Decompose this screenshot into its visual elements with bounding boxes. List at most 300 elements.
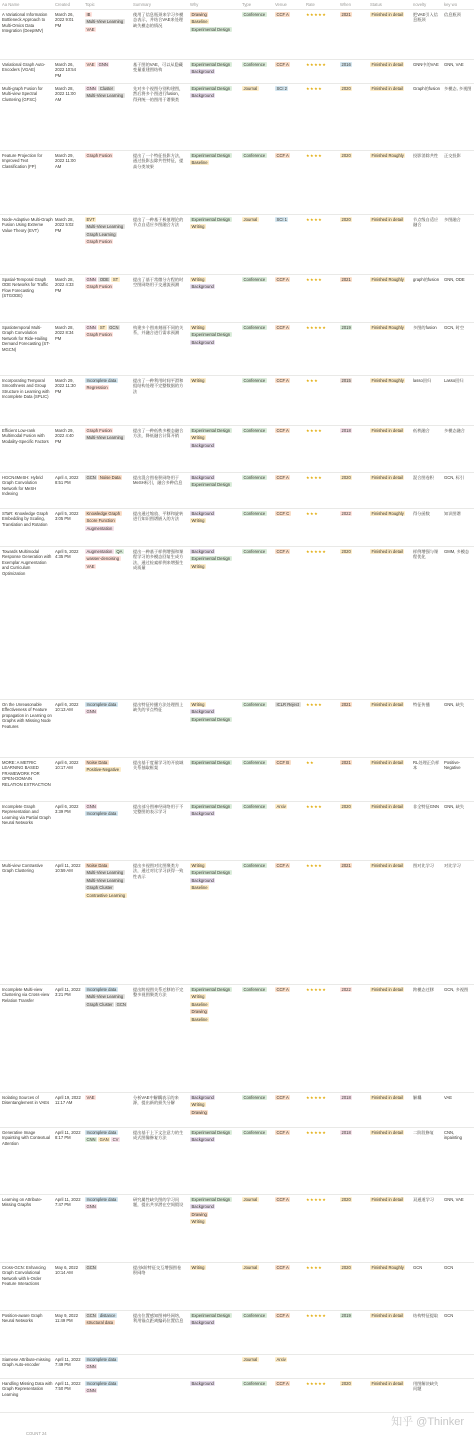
row-why[interactable] <box>190 428 238 450</box>
row-type[interactable] <box>242 1381 269 1388</box>
row-created: April 11, 2022 7:47 PM <box>55 1197 81 1208</box>
row-when[interactable] <box>340 1313 364 1320</box>
why-tag: Experimental Design <box>191 716 231 722</box>
why-tag: Experimental Design <box>191 804 231 809</box>
col-why[interactable]: Why <box>190 2 199 8</box>
row-venue[interactable] <box>275 153 304 160</box>
status-tag: Finished in detail <box>371 804 403 809</box>
when-tag: 2015 <box>341 378 351 383</box>
row-status[interactable] <box>370 987 410 994</box>
row-why[interactable] <box>190 760 238 767</box>
row-venue[interactable] <box>275 378 304 385</box>
row-topic[interactable] <box>85 428 130 443</box>
row-topic[interactable] <box>85 987 130 1009</box>
row-when[interactable] <box>340 12 364 19</box>
row-topic[interactable] <box>85 863 130 900</box>
col-venue[interactable]: Venue <box>275 2 287 8</box>
status-tag: Finished Roughly <box>371 325 404 330</box>
row-created: May 9, 2022 11:49 PM <box>55 1313 79 1324</box>
row-rate[interactable]: ★★★★ <box>306 153 323 158</box>
row-rate[interactable]: ★★★★★ <box>306 1095 327 1100</box>
why-tag: Experimental Design <box>191 1313 231 1318</box>
col-name[interactable]: Aa Name <box>2 2 20 8</box>
row-why[interactable] <box>190 1095 238 1117</box>
row-status[interactable] <box>370 475 410 482</box>
when-tag: 2021 <box>341 760 351 765</box>
row-status[interactable] <box>370 428 410 435</box>
table-row[interactable] <box>0 1092 474 1128</box>
row-topic[interactable] <box>85 153 130 160</box>
row-name[interactable]: Efficient Low-rank Multimodal Fusion with Modality-Specific Factors <box>2 428 49 444</box>
table-row[interactable] <box>0 860 474 985</box>
topic-tag: Incomplete data <box>86 987 117 992</box>
row-venue[interactable] <box>275 62 304 69</box>
row-summary: 提出通过缩放、平移和旋转进行知识图谱嵌入的方法 <box>133 511 184 522</box>
row-name[interactable]: Spatial-Temporal Graph ODE Networks for Traffic Flow Forecasting (STGODE) <box>2 277 49 299</box>
row-topic[interactable] <box>85 702 130 717</box>
row-status[interactable] <box>370 863 410 870</box>
row-summary: 提出跨视图关系迁移的不完整多视图聚类方法 <box>133 987 184 998</box>
row-novelty: 用图解决缺失问题 <box>413 1381 439 1392</box>
row-rate[interactable]: ★★★★ <box>306 86 323 91</box>
row-name[interactable]: MORE: A METRIC LEARNING BASED FRAMEWORK FOR OPEN-DOMAIN RELATION EXTRACTION <box>2 760 51 787</box>
row-name[interactable]: On the Unreasonable Effectiveness of Feature propagation in Learning on Graphs with Missing Node Features <box>2 702 52 729</box>
row-created: April 6, 2022 3:39 PM <box>55 804 79 815</box>
row-type[interactable] <box>242 378 269 385</box>
venue-tag: CCF A <box>276 1381 289 1386</box>
table-row[interactable] <box>0 1310 474 1355</box>
row-status[interactable] <box>370 325 410 332</box>
row-rate[interactable]: ★★★★ <box>306 217 323 222</box>
why-tag: Writing <box>191 378 205 383</box>
row-why[interactable] <box>190 1130 238 1145</box>
row-name[interactable]: Feature Projection for Improved Text Classification (FP) <box>2 153 43 169</box>
row-name[interactable]: Incomplete Multi-view Clustering via Cross-view Relation Transfer <box>2 987 50 1003</box>
row-status[interactable] <box>370 1095 410 1102</box>
row-topic[interactable] <box>85 86 130 101</box>
row-rate[interactable]: ★★★★★ <box>306 1197 327 1202</box>
why-tag: Background <box>191 1320 214 1326</box>
row-why[interactable] <box>190 12 238 34</box>
type-tag: Conference <box>243 325 266 330</box>
table-row[interactable] <box>0 9 474 60</box>
why-tag: Experimental Design <box>191 153 231 158</box>
row-why[interactable] <box>190 863 238 893</box>
row-rate[interactable]: ★★★★ <box>306 277 323 282</box>
topic-tag: Incomplete data <box>86 702 117 707</box>
row-type[interactable] <box>242 12 269 19</box>
when-tag: 2020 <box>341 475 351 480</box>
topic-tag: Multi-View Learning <box>86 224 124 230</box>
row-when[interactable] <box>340 153 364 160</box>
table-row[interactable] <box>0 214 474 275</box>
row-venue[interactable] <box>275 549 304 556</box>
row-summary: 提出k阶特征交互增强图卷积网络 <box>133 1265 182 1276</box>
row-venue[interactable] <box>275 428 304 435</box>
row-status[interactable] <box>370 1265 410 1272</box>
row-when[interactable] <box>340 702 364 709</box>
topic-tag: Score Function <box>86 518 115 524</box>
row-when[interactable] <box>340 511 364 518</box>
row-status[interactable] <box>370 86 410 93</box>
row-rate[interactable]: ★★★★★ <box>306 12 327 17</box>
table-row[interactable] <box>0 984 474 1093</box>
row-keywords <box>444 1381 472 1409</box>
row-novelty: 把VAE引入信息瓶颈 <box>413 12 438 23</box>
row-name[interactable]: Incorporating Temporal Smoothness and Group Structure in Learning with Incomplete Data (SPLIC) <box>2 378 50 400</box>
row-venue[interactable] <box>275 1130 304 1137</box>
row-rate[interactable]: ★★★★ <box>306 702 323 707</box>
row-rate[interactable]: ★★★★★ <box>306 549 327 554</box>
table-row[interactable] <box>0 375 474 426</box>
row-type[interactable] <box>242 1197 269 1204</box>
row-venue[interactable] <box>275 1381 304 1388</box>
row-summary: 提出部分图神经网络用于不完整图的表示学习 <box>133 804 184 815</box>
table-row[interactable] <box>0 1378 474 1413</box>
row-venue[interactable] <box>275 1265 304 1272</box>
table-row[interactable] <box>0 274 474 323</box>
row-novelty: 图对比学习 <box>413 863 434 868</box>
table-row[interactable] <box>0 83 474 151</box>
row-when[interactable] <box>340 863 364 870</box>
why-tag: Drawing <box>191 1009 207 1015</box>
row-status[interactable] <box>370 1197 410 1204</box>
table-row[interactable] <box>0 699 474 758</box>
row-why[interactable] <box>190 217 238 232</box>
row-when[interactable] <box>340 62 364 69</box>
row-summary <box>133 1381 184 1409</box>
status-tag: Finished in detail <box>371 1381 403 1386</box>
row-why[interactable] <box>190 1313 238 1328</box>
row-rate[interactable]: ★★★★ <box>306 475 323 480</box>
row-keywords: GNN, ODE <box>444 277 465 282</box>
row-type[interactable] <box>242 987 269 994</box>
col-type[interactable]: Type <box>242 2 252 8</box>
row-venue[interactable] <box>275 12 304 19</box>
row-created: April 11, 2022 10:59 AM <box>55 863 81 874</box>
row-name[interactable]: Learning on Attribute-Missing Graphs <box>2 1197 43 1208</box>
row-keywords: GNN, 缺失 <box>444 804 465 809</box>
row-why[interactable] <box>190 378 238 385</box>
row-why[interactable] <box>190 153 238 168</box>
topic-tag: GCN <box>86 1313 96 1318</box>
row-rate[interactable]: ★★★★★ <box>306 325 327 330</box>
why-tag: Background <box>191 1095 214 1100</box>
row-why[interactable] <box>190 475 238 490</box>
row-type[interactable] <box>242 1357 269 1364</box>
row-venue[interactable] <box>275 511 304 518</box>
row-keywords: GCN, 多视图 <box>444 987 469 992</box>
row-rate[interactable]: ★★★ <box>306 511 319 516</box>
row-name[interactable]: Handling Missing Data with Graph Representation Learning <box>2 1381 53 1397</box>
topic-tag: Augmentation <box>86 525 113 531</box>
row-venue[interactable] <box>275 863 304 870</box>
venue-tag: CCF B <box>276 760 290 765</box>
row-when[interactable] <box>340 378 364 385</box>
row-novelty: 解耦 <box>413 1095 422 1100</box>
row-keywords: GNN, VAE <box>444 1197 464 1202</box>
row-topic[interactable] <box>85 1381 130 1396</box>
col-created[interactable]: Created <box>55 2 70 8</box>
row-when[interactable] <box>340 217 364 224</box>
row-type[interactable] <box>242 760 269 767</box>
row-rate[interactable]: ★★★★★ <box>306 987 327 992</box>
topic-tag: Augmentation <box>86 549 113 554</box>
row-topic[interactable] <box>85 325 130 340</box>
row-topic[interactable] <box>85 760 130 775</box>
topic-tag: Multi-View Learning <box>86 435 124 441</box>
table-row[interactable] <box>0 322 474 376</box>
type-tag: Journal <box>243 86 258 91</box>
row-name[interactable]: Multi-view Contrastive Graph Clustering <box>2 863 43 874</box>
row-name[interactable]: Siamese Attribute-missing Graph Auto-encoder <box>2 1357 51 1368</box>
row-status[interactable] <box>370 702 410 709</box>
row-novelty: 投影消除共性 <box>413 153 439 158</box>
row-venue[interactable] <box>275 86 304 93</box>
row-type[interactable] <box>242 277 269 284</box>
row-type[interactable] <box>242 804 269 811</box>
row-type[interactable] <box>242 86 269 93</box>
row-summary: 使用了信息瓶颈来学习多模态表示，并结合VAE来处理缺失模态的情况 <box>133 12 184 28</box>
row-when[interactable] <box>340 86 364 93</box>
row-novelty: 得分函数 <box>413 511 430 516</box>
row-name[interactable]: Position-aware Graph Neural Networks <box>2 1313 43 1324</box>
row-status[interactable] <box>370 1381 410 1388</box>
row-venue[interactable] <box>275 1357 304 1364</box>
row-when[interactable] <box>340 804 364 811</box>
table-row[interactable] <box>0 546 474 700</box>
row-topic[interactable] <box>85 217 130 247</box>
row-novelty: 非全特征GNN <box>413 804 440 809</box>
row-type[interactable] <box>242 325 269 332</box>
row-name[interactable]: Cross-GCN: Enhancing Graph Convolutional Network with k-Order Feature Interactions <box>2 1265 46 1287</box>
row-type[interactable] <box>242 475 269 482</box>
row-when[interactable] <box>340 475 364 482</box>
row-name[interactable]: Isolating Sources of Disentanglement in VAEs <box>2 1095 50 1106</box>
row-why[interactable] <box>190 325 238 347</box>
status-tag: Finished in detail <box>371 702 403 707</box>
status-tag: Finished in detail <box>371 1313 403 1318</box>
row-when[interactable] <box>340 987 364 994</box>
table-row[interactable] <box>0 757 474 802</box>
col-status[interactable]: Status <box>370 2 382 8</box>
row-status[interactable] <box>370 549 410 556</box>
row-status[interactable] <box>370 217 410 224</box>
row-venue[interactable] <box>275 987 304 994</box>
row-venue[interactable] <box>275 277 304 284</box>
row-topic[interactable] <box>85 475 130 482</box>
row-topic[interactable] <box>85 549 130 571</box>
row-topic[interactable] <box>85 804 130 819</box>
row-name[interactable]: Generative Image Inpainting with Contextual Attention <box>2 1130 50 1146</box>
col-when[interactable]: When <box>340 2 351 8</box>
topic-tag: Knowledge Graph <box>86 511 121 516</box>
row-venue[interactable] <box>275 325 304 332</box>
row-status[interactable] <box>370 804 410 811</box>
row-name[interactable]: STaR: Knowledge Graph Embedding by Scaling, Translation and Rotation <box>2 511 49 527</box>
row-rate[interactable]: ★★★★ <box>306 804 323 809</box>
row-summary: 提出基于上下文注意力的生成式图像修复方法 <box>133 1130 184 1141</box>
col-summary[interactable]: Summary <box>133 2 151 8</box>
row-when[interactable] <box>340 549 364 556</box>
row-name[interactable]: Node-Adaptive Multi-Graph Fusion Using Extreme Value Theory (EVT) <box>2 217 53 233</box>
topic-tag: CV <box>112 1137 119 1143</box>
row-rate[interactable]: ★★★★★ <box>306 1130 327 1135</box>
row-status[interactable] <box>370 153 410 160</box>
row-status[interactable] <box>370 511 410 518</box>
row-topic[interactable] <box>85 511 130 533</box>
row-novelty: 特征传播 <box>413 702 430 707</box>
row-status[interactable] <box>370 277 410 284</box>
row-when[interactable] <box>340 1197 364 1204</box>
row-type[interactable] <box>242 62 269 69</box>
table-row[interactable] <box>0 801 474 861</box>
venue-tag: CCF A <box>276 863 289 868</box>
row-venue[interactable] <box>275 1095 304 1102</box>
row-name[interactable]: Variational Graph Auto-Encoders (VGAE) <box>2 62 46 73</box>
col-rate[interactable]: Rate <box>306 2 315 8</box>
when-tag: 2018 <box>341 1095 351 1100</box>
row-why[interactable] <box>190 62 238 77</box>
row-name[interactable]: HGCN4MeSH: Hybrid Graph Convolution Network for MeSH Indexing <box>2 475 43 497</box>
row-venue[interactable] <box>275 1313 304 1320</box>
row-name[interactable]: Towards Multimodal Response Generation with Exemplar Augmentation and Curriculum Optimization <box>2 549 52 576</box>
row-why[interactable] <box>190 549 238 571</box>
row-topic[interactable] <box>85 378 130 393</box>
row-created: April 11, 2022 7:49 PM <box>55 1357 81 1368</box>
row-status[interactable] <box>370 1130 410 1137</box>
row-novelty: 二阶段修复 <box>413 1130 434 1135</box>
row-type[interactable] <box>242 549 269 556</box>
row-why[interactable] <box>190 1381 238 1388</box>
row-rate[interactable]: ★★★★ <box>306 428 323 433</box>
row-why[interactable] <box>190 1265 238 1272</box>
table-row[interactable] <box>0 425 474 473</box>
row-venue[interactable] <box>275 475 304 482</box>
row-rate[interactable]: ★★ <box>306 760 315 765</box>
table-row[interactable] <box>0 508 474 547</box>
table-row[interactable] <box>0 1354 474 1379</box>
table-row[interactable] <box>0 1194 474 1263</box>
row-when[interactable] <box>340 325 364 332</box>
row-why[interactable] <box>190 1197 238 1227</box>
table-row[interactable] <box>0 1262 474 1311</box>
row-status[interactable] <box>370 62 410 69</box>
row-name[interactable]: Incomplete Graph Representation and Learning via Partial Graph Neural Networks <box>2 804 51 826</box>
row-name[interactable]: Multi-graph Fusion for Multi-view Spectral Clustering (GFSC) <box>2 86 43 102</box>
row-status[interactable] <box>370 1313 410 1320</box>
row-rate[interactable]: ★★★ <box>306 378 319 383</box>
status-tag: Finished Roughly <box>371 277 404 282</box>
row-type[interactable] <box>242 428 269 435</box>
row-why[interactable] <box>190 987 238 1024</box>
row-when[interactable] <box>340 1265 364 1272</box>
row-topic[interactable] <box>85 1357 130 1372</box>
row-status[interactable] <box>370 760 410 767</box>
col-novelty[interactable]: novelty <box>413 2 427 8</box>
row-when[interactable] <box>340 1381 364 1388</box>
row-summary: 提出了一种利用时间平滑和组结构处理不完整数据的方法 <box>133 378 184 394</box>
when-tag: 2021 <box>341 863 351 868</box>
why-tag: Baseline <box>191 160 208 166</box>
row-type[interactable] <box>242 1130 269 1137</box>
row-type[interactable] <box>242 511 269 518</box>
row-why[interactable] <box>190 702 238 724</box>
row-topic[interactable] <box>85 1265 130 1272</box>
table-row[interactable] <box>0 59 474 84</box>
row-rate[interactable]: ★★★★ <box>306 1265 323 1270</box>
row-why[interactable] <box>190 804 238 819</box>
row-rate[interactable]: ★★★★★ <box>306 62 327 67</box>
row-when[interactable] <box>340 428 364 435</box>
row-topic[interactable] <box>85 1197 130 1212</box>
row-summary: 基于图的VAE，可以从隐藏变量重建图结构 <box>133 62 183 73</box>
why-tag: Background <box>191 811 214 817</box>
why-tag: Background <box>191 1137 214 1143</box>
row-rate[interactable]: ★★★★★ <box>306 1313 327 1318</box>
topic-tag: GNN <box>86 1204 96 1210</box>
row-name[interactable]: A Variational Information Bottleneck Approach to Multi-Omics Data Integration (DeepIMV) <box>2 12 48 34</box>
row-topic[interactable] <box>85 277 130 292</box>
row-novelty: 样例增强与课程优化 <box>413 549 439 560</box>
row-type[interactable] <box>242 863 269 870</box>
row-status[interactable] <box>370 12 410 19</box>
row-venue[interactable] <box>275 760 304 767</box>
row-topic[interactable] <box>85 1130 130 1145</box>
row-novelty: RL处理正负样本 <box>413 760 440 771</box>
why-tag: Background <box>191 1381 214 1386</box>
row-when[interactable] <box>340 760 364 767</box>
row-when[interactable] <box>340 1095 364 1102</box>
table-row[interactable] <box>0 1127 474 1195</box>
row-venue[interactable] <box>275 1197 304 1204</box>
row-status[interactable] <box>370 378 410 385</box>
row-name[interactable]: Spatiotemporal Multi-Graph Convolution Network for Ride-Hailing Demand Forecasting (ST-MGCN) <box>2 325 50 352</box>
row-type[interactable] <box>242 702 269 709</box>
row-why[interactable] <box>190 511 238 526</box>
row-topic[interactable] <box>85 1095 130 1102</box>
venue-tag: SCI 1 <box>276 217 287 222</box>
topic-tag: Incomplete data <box>86 1357 117 1362</box>
row-topic[interactable] <box>85 62 130 69</box>
row-venue[interactable] <box>275 804 304 811</box>
status-tag: Finished in detail <box>371 863 403 868</box>
row-why[interactable] <box>190 86 238 101</box>
col-keys[interactable]: key wo <box>444 2 458 8</box>
row-venue[interactable] <box>275 217 304 224</box>
row-type[interactable] <box>242 1313 269 1320</box>
row-novelty <box>413 1357 441 1375</box>
row-why[interactable] <box>190 277 238 292</box>
row-summary: 提出多视图对比图聚类方法，通过对比学习获得一致性表示 <box>133 863 184 879</box>
row-rate[interactable]: ★★★★★ <box>306 1381 327 1386</box>
row-topic[interactable] <box>85 1313 130 1328</box>
col-topic[interactable]: Topic <box>85 2 95 8</box>
topic-tag: IB <box>86 12 91 17</box>
row-venue[interactable] <box>275 702 304 709</box>
row-rate[interactable]: ★★★★ <box>306 863 323 868</box>
row-when[interactable] <box>340 277 364 284</box>
table-row[interactable] <box>0 150 474 215</box>
row-type[interactable] <box>242 217 269 224</box>
row-when[interactable] <box>340 1130 364 1137</box>
row-type[interactable] <box>242 1095 269 1102</box>
why-tag: Background <box>191 69 214 75</box>
row-topic[interactable] <box>85 12 130 34</box>
row-type[interactable] <box>242 1265 269 1272</box>
table-row[interactable] <box>0 472 474 509</box>
row-type[interactable] <box>242 153 269 160</box>
